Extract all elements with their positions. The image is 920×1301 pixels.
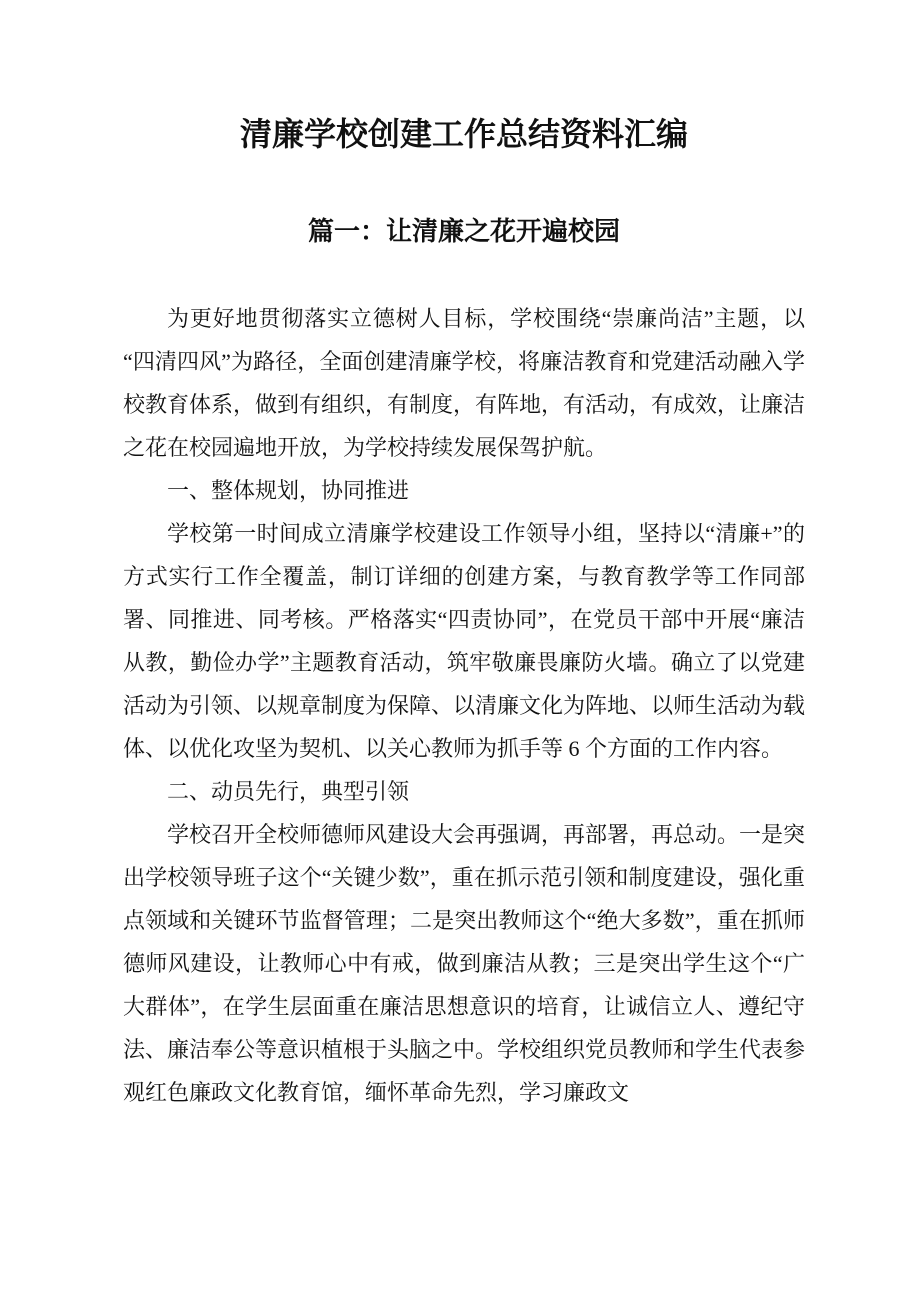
document-title: 清廉学校创建工作总结资料汇编 <box>239 116 688 152</box>
section-title: 篇一：让清廉之花开遍校园 <box>307 216 620 246</box>
document-body <box>123 297 805 1114</box>
paragraph-section-2: 学校召开全校师德师风建设大会再强调，再部署，再总动。一是突出学校领导班子这个“关键少数”，重在抓示范引领和制度建设，强化重点领域和关键环节监督管理；二是突出教师这个“绝大多数”，重在抓师德师风建设，让教师心中有戒，做到廉洁从教；三是突出学生这个“广大群体”，在学生层面重在廉洁思想意识的培育，让诚信立人、遵纪守法、廉洁奉公等意识植根于头脑之中。学校组织党员教师和学生代表参观红色廉政文化教育馆，缅怀革命先烈，学习廉政文 <box>123 822 806 1105</box>
subheading-2: 二、动员先行，典型引领 <box>167 779 410 804</box>
subheading-1: 一、整体规划，协同推进 <box>167 478 410 503</box>
paragraph-section-1: 学校第一时间成立清廉学校建设工作领导小组，坚持以“清廉+”的方式实行工作全覆盖，制订详细的创建方案，与教育教学等工作同部署、同推进、同考核。严格落实“四责协同”，在党员干部中开展“廉洁从教，勤俭办学”主题教育活动，筑牢敬廉畏廉防火墙。确立了以党建活动为引领、以规章制度为保障、以清廉文化为阵地、以师生活动为载体、以优化攻坚为契机、以关心教师为抓手等 6 个方面的工作内容。 <box>123 521 806 761</box>
paragraph-intro: 为更好地贯彻落实立德树人目标，学校围绕“崇廉尚洁”主题，以“四清四风”为路径，全面创建清廉学校，将廉洁教育和党建活动融入学校教育体系，做到有组织，有制度，有阵地，有活动，有成效，让廉洁之花在校园遍地开放，为学校持续发展保驾护航。 <box>123 306 806 460</box>
